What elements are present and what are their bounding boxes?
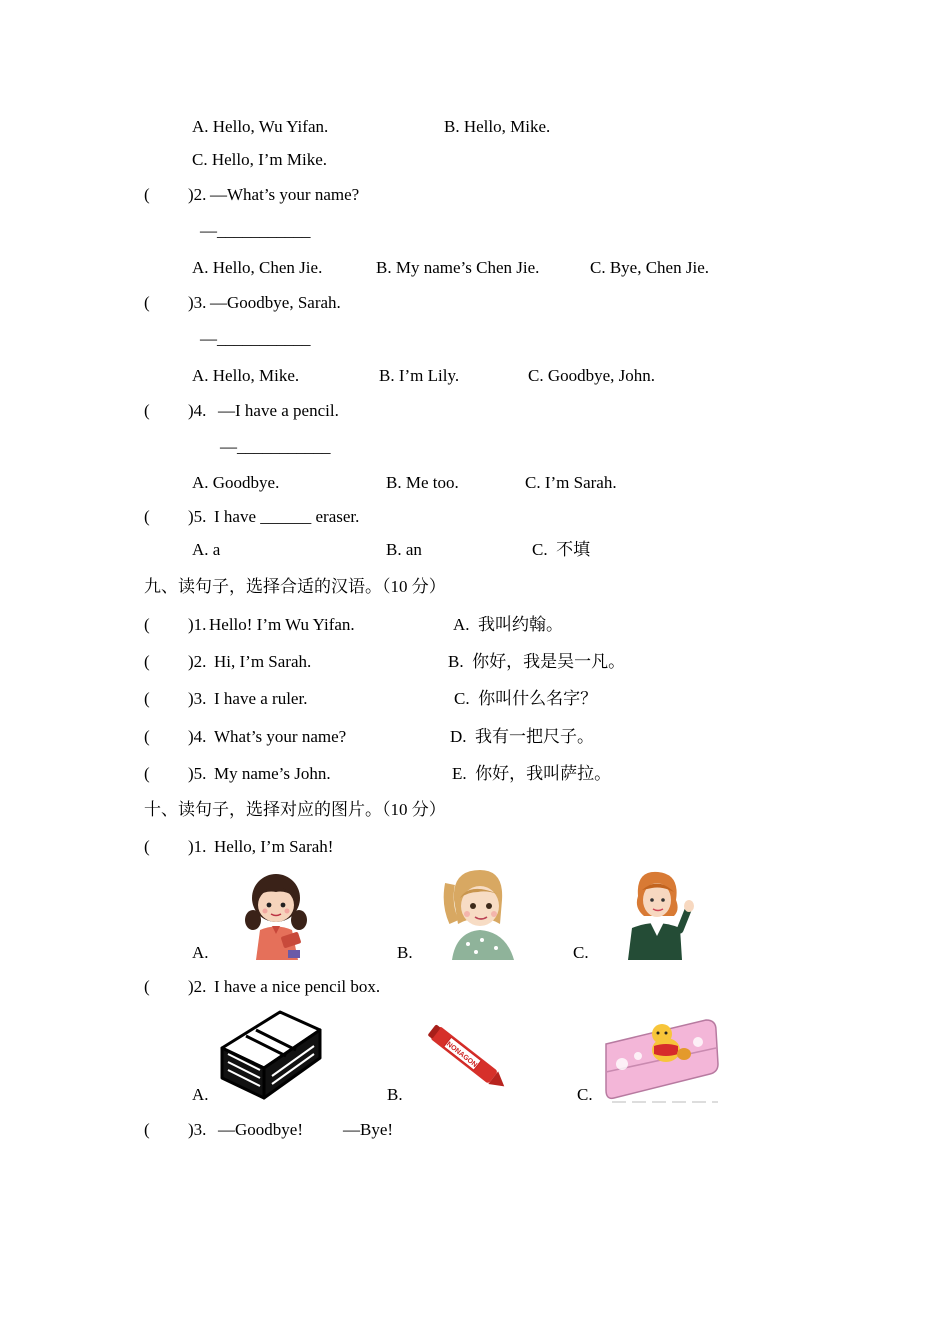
q4-text: —I have a pencil. [218, 401, 339, 420]
q2-option-c: C. Bye, Chen Jie. [590, 258, 709, 277]
s10-q3-number: )3. [188, 1120, 207, 1139]
girl-a-image [236, 868, 316, 960]
q5-text: I have ______ eraser. [214, 507, 360, 526]
s9-q2-text: Hi, I’m Sarah. [214, 652, 312, 671]
q4-option-c: C. I’m Sarah. [525, 473, 617, 492]
q4-number: )4. [188, 401, 207, 420]
section10-title: 十、读句子，选择对应的图片。（10 分） [144, 800, 446, 819]
q2-number: )2. [188, 185, 207, 204]
s9-option-b: B. 你好，我是吴一凡。 [448, 652, 626, 671]
q1-option-b: B. Hello, Mike. [444, 117, 551, 136]
s10-q3-text: —Goodbye! [218, 1120, 303, 1139]
s9-q1-text: Hello! I’m Wu Yifan. [209, 615, 355, 634]
s10-q2-text: I have a nice pencil box. [214, 977, 381, 996]
s10-q2-paren: ( [144, 977, 150, 996]
s10-q1-label-c: C. [573, 943, 589, 962]
q4-answer-blank: —___________ [220, 437, 331, 456]
s10-q1-number: )1. [188, 837, 207, 856]
q5-number: )5. [188, 507, 207, 526]
q5-option-c: C. 不填 [532, 540, 591, 559]
eraser-image [216, 1006, 324, 1102]
q3-answer-blank: —___________ [200, 329, 311, 348]
s9-option-d: D. 我有一把尺子。 [450, 727, 595, 746]
s9-q3-text: I have a ruler. [214, 689, 308, 708]
crayon-label-text: NONAGON [444, 1040, 479, 1069]
section9-title: 九、读句子，选择合适的汉语。（10 分） [144, 577, 446, 596]
s9-q4-paren: ( [144, 727, 150, 746]
s9-q5-number: )5. [188, 764, 207, 783]
s10-q3-paren: ( [144, 1120, 150, 1139]
q2-option-a: A. Hello, Chen Jie. [192, 258, 323, 277]
s9-q2-paren: ( [144, 652, 150, 671]
s9-q4-text: What’s your name? [214, 727, 347, 746]
q3-option-b: B. I’m Lily. [379, 366, 460, 385]
q5-option-a: A. a [192, 540, 221, 559]
q2-option-b: B. My name’s Chen Jie. [376, 258, 540, 277]
crayon-image [420, 1016, 516, 1100]
s10-q2-label-b: B. [387, 1085, 403, 1104]
pencil-box-image [600, 1012, 722, 1104]
s10-q3-text2: —Bye! [343, 1120, 394, 1139]
s10-q1-label-a: A. [192, 943, 209, 962]
s9-q4-number: )4. [188, 727, 207, 746]
s9-q5-text: My name’s John. [214, 764, 331, 783]
s9-q1-paren: ( [144, 615, 150, 634]
q4-option-b: B. Me too. [386, 473, 459, 492]
s10-q2-label-c: C. [577, 1085, 593, 1104]
s9-q1-number: )1. [188, 615, 207, 634]
s10-q1-paren: ( [144, 837, 150, 856]
q4-paren: ( [144, 401, 150, 420]
s10-q1-text: Hello, I’m Sarah! [214, 837, 334, 856]
s9-q5-paren: ( [144, 764, 150, 783]
q1-option-c: C. Hello, I’m Mike. [192, 150, 328, 169]
q5-option-b: B. an [386, 540, 422, 559]
q3-paren: ( [144, 293, 150, 312]
q3-text: —Goodbye, Sarah. [210, 293, 341, 312]
q2-answer-blank: —___________ [200, 221, 311, 240]
s9-option-e: E. 你好，我叫萨拉。 [452, 764, 612, 783]
q1-option-a: A. Hello, Wu Yifan. [192, 117, 329, 136]
s10-q1-label-b: B. [397, 943, 413, 962]
q2-text: —What’s your name? [210, 185, 360, 204]
q4-option-a: A. Goodbye. [192, 473, 280, 492]
q5-paren: ( [144, 507, 150, 526]
q3-number: )3. [188, 293, 207, 312]
s10-q2-number: )2. [188, 977, 207, 996]
q2-paren: ( [144, 185, 150, 204]
s9-option-a: A. 我叫约翰。 [453, 615, 564, 634]
s9-q3-number: )3. [188, 689, 207, 708]
q3-option-c: C. Goodbye, John. [528, 366, 656, 385]
s9-q3-paren: ( [144, 689, 150, 708]
s9-option-c: C. 你叫什么名字？ [454, 689, 598, 708]
q3-option-a: A. Hello, Mike. [192, 366, 300, 385]
woman-c-image [622, 866, 698, 960]
girl-b-image [440, 864, 518, 960]
s10-q2-label-a: A. [192, 1085, 209, 1104]
s9-q2-number: )2. [188, 652, 207, 671]
